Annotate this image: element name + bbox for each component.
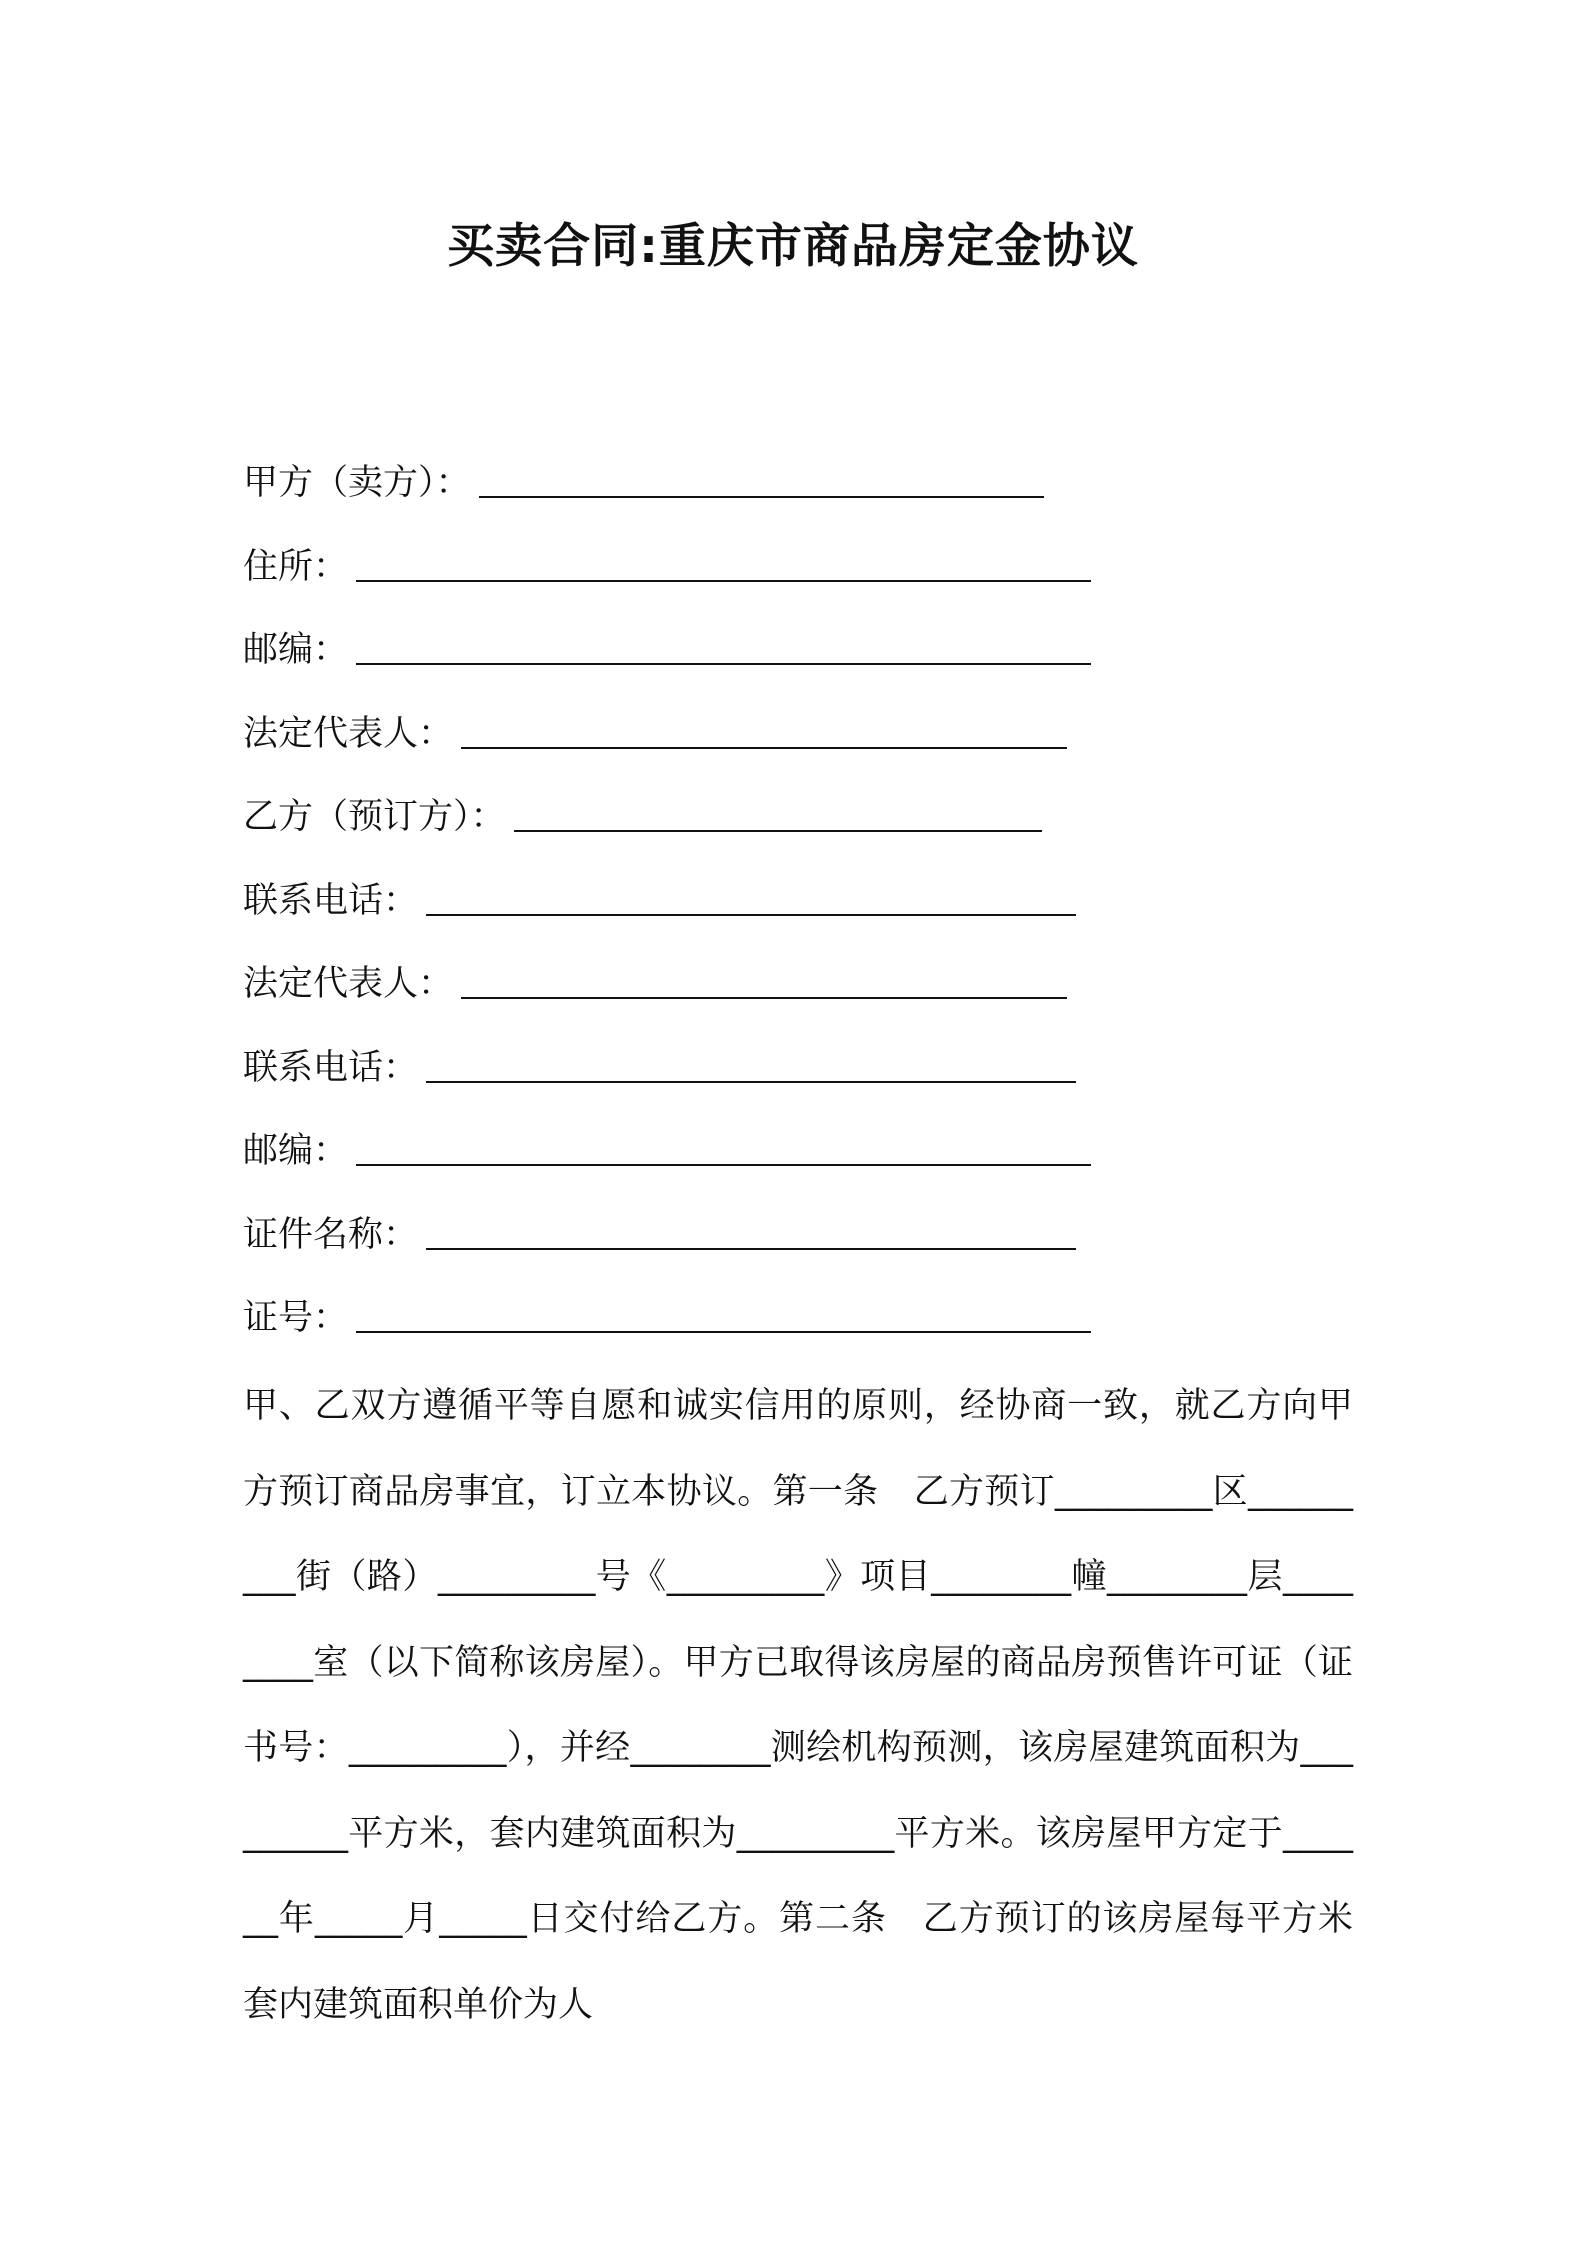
field-label: 乙方（预订方）： <box>243 797 506 837</box>
field-phone-2 <box>243 1033 1373 1117</box>
field-legal-representative-2 <box>243 949 1373 1033</box>
blank-line <box>426 1049 1076 1083</box>
blank-line <box>356 1132 1091 1166</box>
field-postcode-2 <box>243 1116 1373 1200</box>
blank-line <box>356 548 1091 582</box>
field-address <box>243 532 1373 616</box>
blank-line <box>426 1216 1076 1250</box>
field-label: 联系电话： <box>243 880 419 921</box>
blank-line <box>461 715 1067 749</box>
field-seller <box>243 448 1373 532</box>
field-id-type <box>243 1200 1373 1284</box>
party-info-fields <box>243 448 1373 1367</box>
blank-line <box>426 882 1076 916</box>
field-label: 法定代表人： <box>243 713 454 754</box>
field-label: 法定代表人： <box>243 964 454 1004</box>
field-label: 住所： <box>243 546 349 587</box>
blank-line <box>514 798 1042 832</box>
blank-line <box>356 1299 1091 1333</box>
field-phone <box>243 866 1373 950</box>
field-label: 邮编： <box>243 1131 349 1171</box>
blank-line <box>356 631 1091 665</box>
blank-line <box>461 965 1067 999</box>
blank-line <box>479 464 1044 498</box>
field-label: 联系电话： <box>243 1047 419 1088</box>
field-legal-representative <box>243 699 1373 783</box>
agreement-body-text: 甲、乙双方遵循平等自愿和诚实信用的原则，经协商一致，就乙方向甲方预订商品房事宜，订立本协议。第一条 乙方预订_________区_________街（路）_________号《_________》项目________幢________层________室（以下简称该房屋）。甲方已取得该房屋的商品房预售许可证（证书号：_________），并经________测绘机构预测，该房屋建筑面积为_________平方米，套内建筑面积为_________平方米。该房屋甲方定于______年_____月_____日交付给乙方。第二条 乙方预订的该房屋每平方米套内建筑面积单价为人 <box>243 1386 1353 2025</box>
field-label: 甲方（卖方）： <box>243 463 471 503</box>
field-label: 证件名称： <box>243 1214 419 1255</box>
field-label: 证号： <box>243 1298 349 1338</box>
field-label: 邮编： <box>243 630 349 670</box>
field-postcode <box>243 615 1373 699</box>
field-id-number <box>243 1283 1373 1367</box>
field-buyer <box>243 782 1373 866</box>
document-title: 买卖合同:重庆市商品房定金协议 <box>447 219 1139 274</box>
